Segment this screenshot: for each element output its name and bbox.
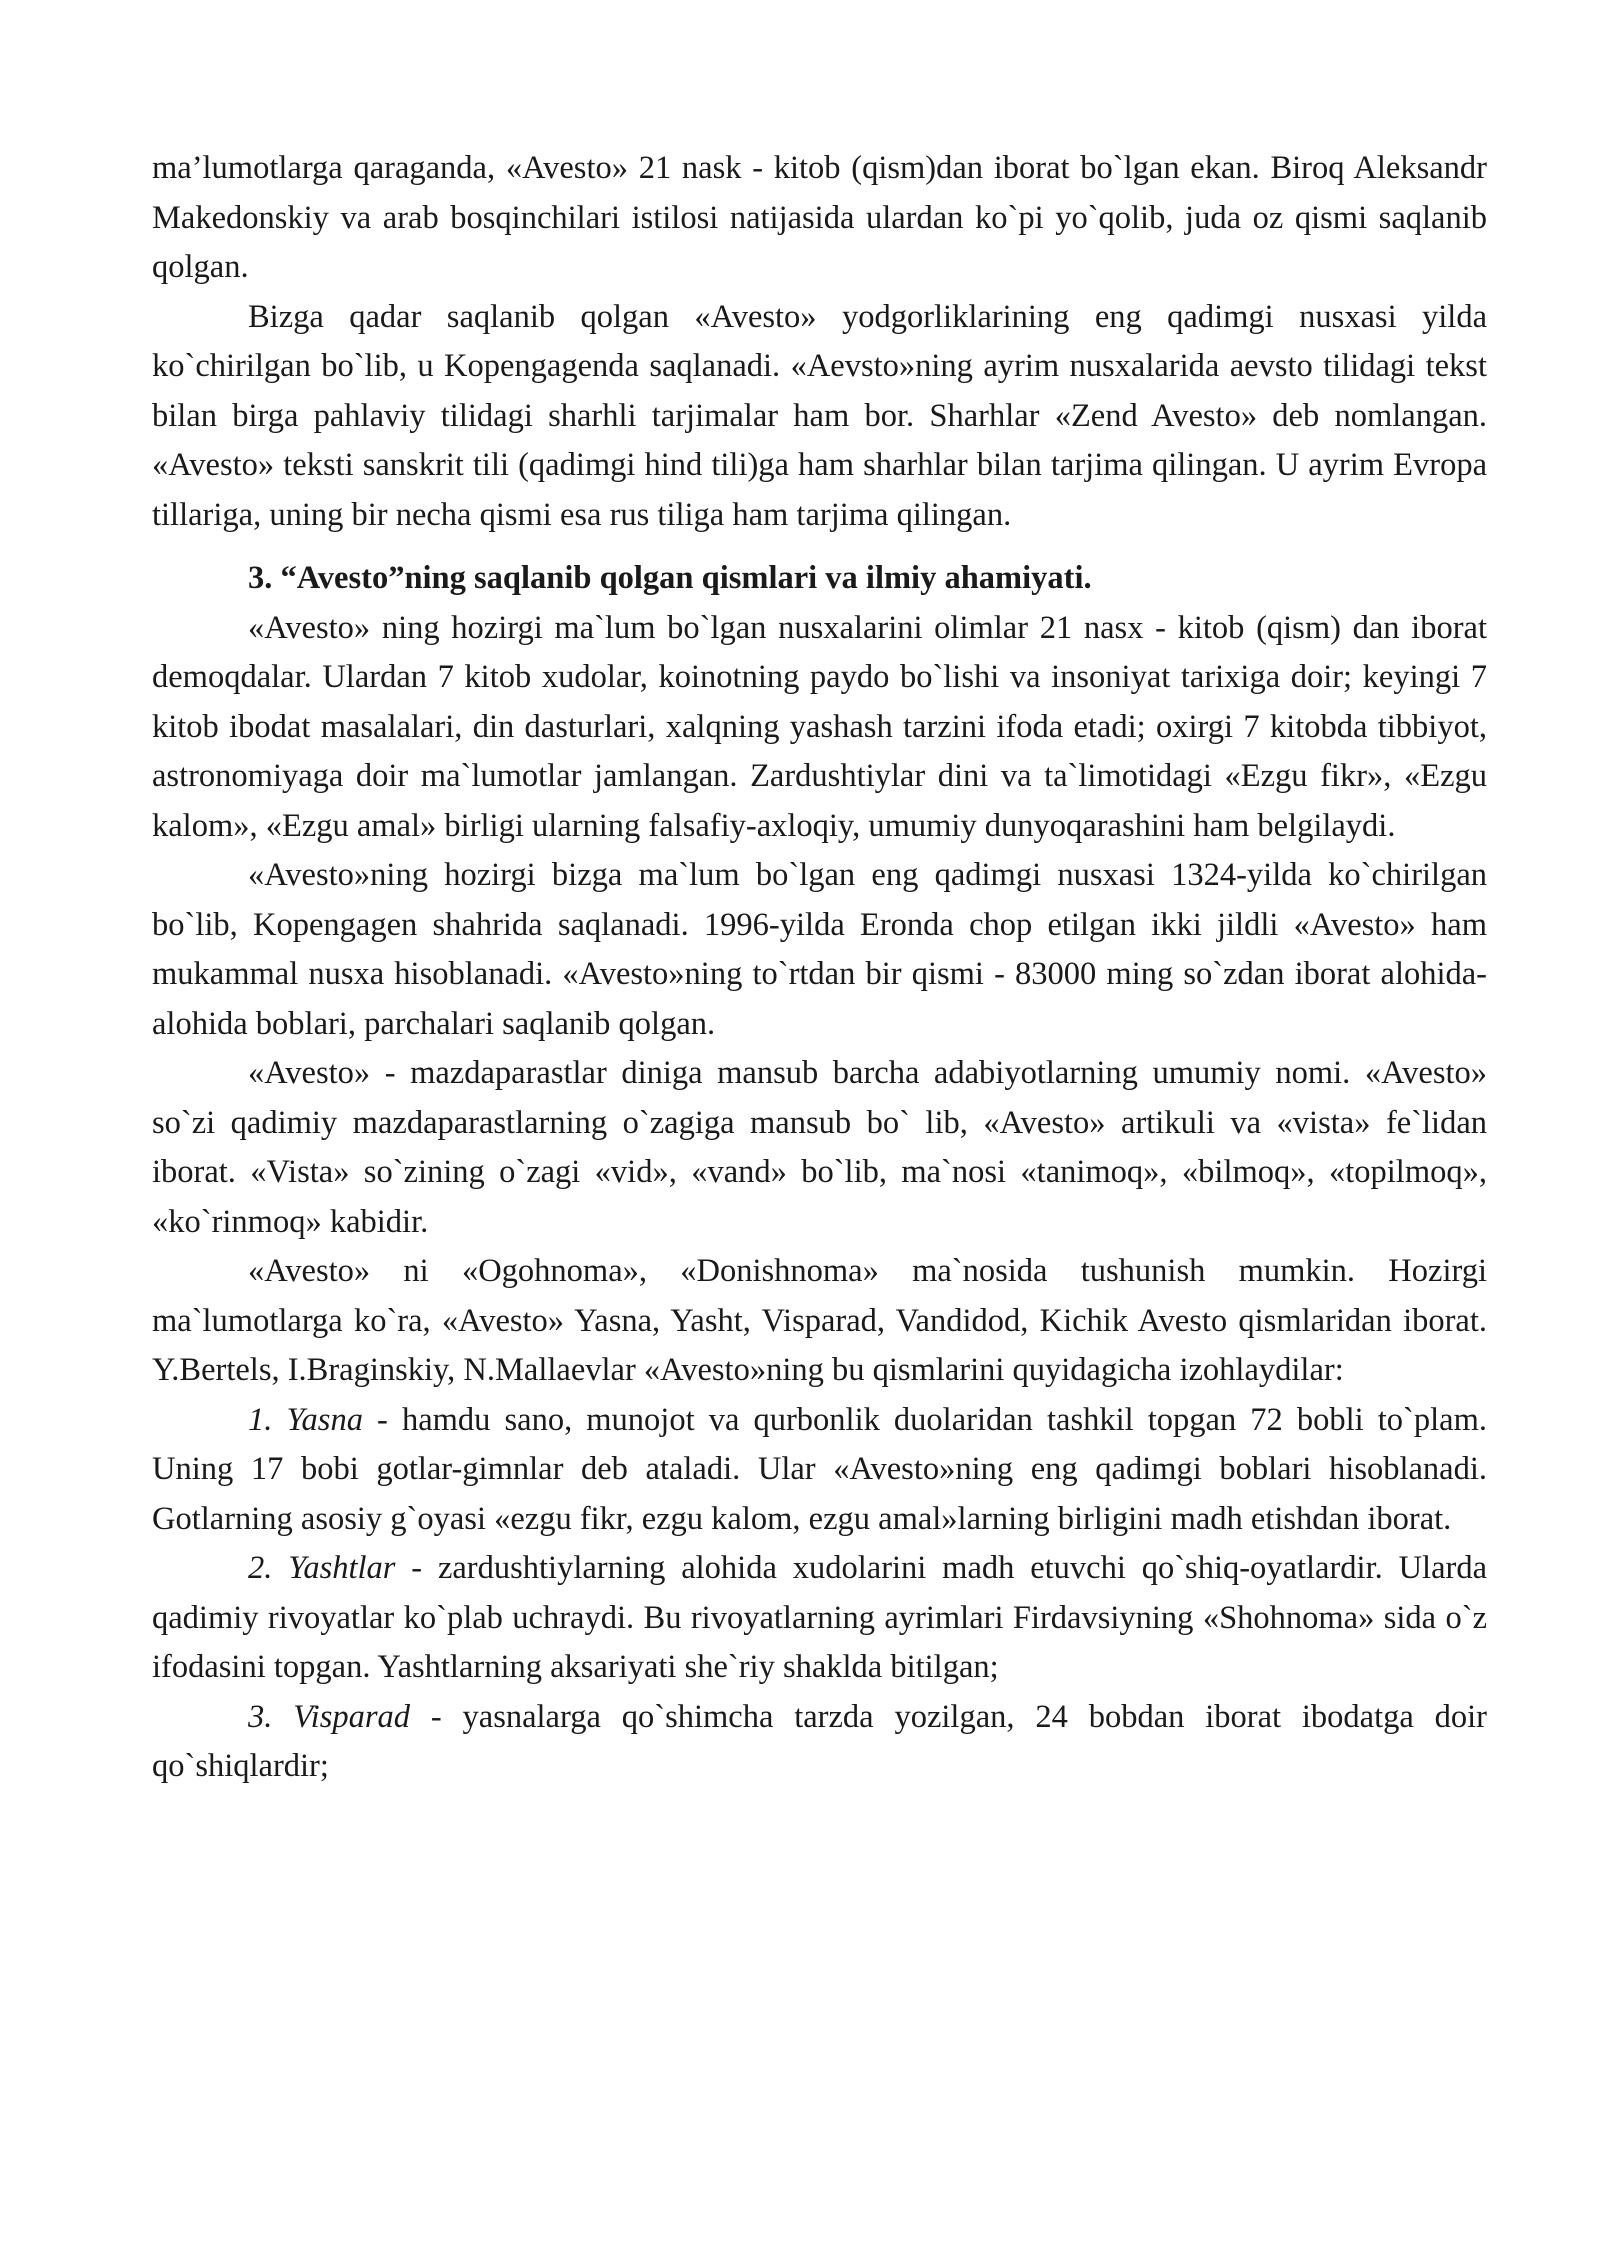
list-item (152, 1544, 1487, 1693)
list-item-term: 2. Yashtlar (248, 1550, 396, 1586)
paragraph: Bizga qadar saqlanib qolgan «Avesto» yodgorliklarining eng qadimgi nusxasi yilda ko`chirilgan bo`lib, u Kopengagenda saqlanadi. «Aevsto»ning ayrim nusxalarida aevsto tilidagi tekst bilan birga pahlaviy tilidagi sharhli tarjimalar ham bor. Sharhlar «Zend Avesto» deb nomlangan. «Avesto» teksti sanskrit tili (qadimgi hind tili)ga ham sharhlar bilan tarjima qilingan. U ayrim Evropa tillariga, uning bir necha qismi esa rus tiliga ham tarjima qilingan. (152, 298, 1487, 533)
paragraph: «Avesto»ning hozirgi bizga ma`lum bo`lgan eng qadimgi nusxasi 1324-yilda ko`chirilgan bo`lib, Kopengagen shahrida saqlanadi. 1996-yilda Eronda chop etilgan ikki jildli «Avesto» ham mukammal nusxa hisoblanadi. «Avesto»ning to`rtdan bir qismi - 83000 ming so`zdan iborat alohida-alohida boblari, parchalari saqlanib qolgan. (152, 857, 1487, 1042)
paragraph: «Avesto» - mazdaparastlar diniga mansub barcha adabiyotlarning umumiy nomi. «Avesto» so`zi qadimiy mazdaparastlarning o`zagiga mansub bo` lib, «Avesto» artikuli va «vista» fe`lidan iborat. «Vista» so`zining o`zagi «vid», «vand» bo`lib, ma`nosi «tanimoq», «bilmoq», «topilmoq», «ko`rinmoq» kabidir. (152, 1055, 1487, 1240)
section-heading: 3. “Avesto”ning saqlanib qolgan qismlari va ilmiy ahamiyati. (248, 560, 1092, 596)
list-item-text: - zardushtiylarning alohida xudolarini madh etuvchi qo`shiq-oyatlardir. Ularda qadimiy rivoyatlar ko`plab uchraydi. Bu rivoyatlarning ayrimlari Firdavsiyning «Shohnoma» sida o`z ifodasini topgan. Yashtlarning aksariyati she`riy shaklda bitilgan; (152, 1550, 1487, 1685)
paragraph: «Avesto» ning hozirgi ma`lum bo`lgan nusxalarini olimlar 21 nasx - kitob (qism) dan iborat demoqdalar. Ulardan 7 kitob xudolar, koinotning paydo bo`lishi va insoniyat tarixiga doir; keyingi 7 kitob ibodat masalalari, din dasturlari, xalqning yashash tarzini ifoda etadi; oxirgi 7 kitobda tibbiyot, astronomiyaga doir ma`lumotlar jamlangan. Zardushtiylar dini va ta`limotidagi «Ezgu fikr», «Ezgu kalom», «Ezgu amal» birligi ularning falsafiy-axloqiy, umumiy dunyoqarashini ham belgilaydi. (152, 609, 1487, 844)
document-page (152, 144, 1487, 1792)
list-item-text: - hamdu sano, munojot va qurbonlik duolaridan tashkil topgan 72 bobli to`plam. Uning 17 bobi gotlar-gimnlar deb ataladi. Ular «Avesto»ning eng qadimgi boblari hisoblanadi. Gotlarning asosiy g`oyasi «ezgu fikr, ezgu kalom, ezgu amal»larning birligini madh etishdan iborat. (152, 1401, 1487, 1537)
list-item-term: 1. Yasna (248, 1401, 363, 1438)
list-item-text: - yasnalarga qo`shimcha tarzda yozilgan, 24 bobdan iborat ibodatga doir qo`shiqlardir; (152, 1698, 1487, 1784)
paragraph: ma’lumotlarga qaraganda, «Avesto» 21 nask - kitob (qism)dan iborat bo`lgan ekan. Biroq Aleksandr Makedonskiy va arab bosqinchilari istilosi natijasida ulardan ko`pi yo`qolib, juda oz qismi saqlanib qolgan. (152, 150, 1487, 285)
list-item (152, 1396, 1487, 1545)
list-item (152, 1693, 1487, 1792)
list-item-term: 3. Visparad (248, 1698, 410, 1735)
paragraph: «Avesto» ni «Ogohnoma», «Donishnoma» ma`nosida tushunish mumkin. Hozirgi ma`lumotlarga ko`ra, «Avesto» Yasna, Yasht, Visparad, Vandidod, Kichik Avesto qismlaridan iborat. Y.Bertels, I.Braginskiy, N.Mallaevlar «Avesto»ning bu qismlarini quyidagicha izohlaydilar: (152, 1253, 1487, 1388)
